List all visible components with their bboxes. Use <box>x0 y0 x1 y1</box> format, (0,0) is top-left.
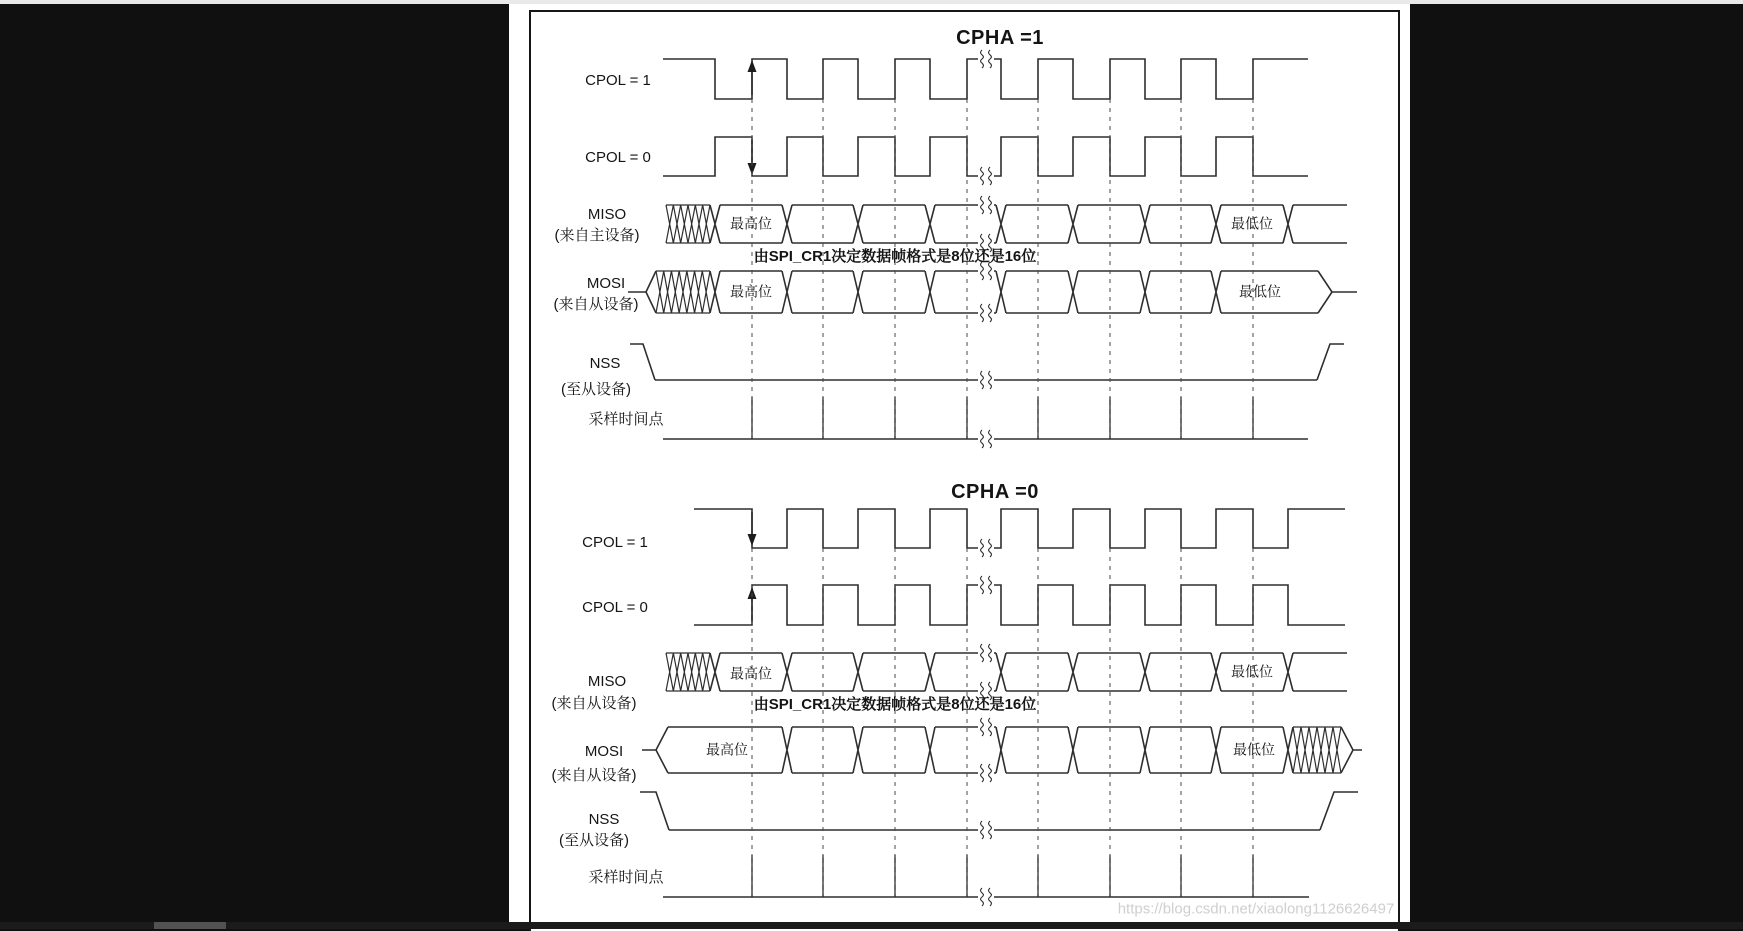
bottom-miso-sub-label: (来自从设备) <box>551 694 637 712</box>
bottom-mosi-lsb-cell-label: 最低位 <box>1233 741 1275 758</box>
top-cpol1-label: CPOL = 1 <box>585 71 651 89</box>
horizontal-scrollbar[interactable] <box>0 922 1743 929</box>
top-mosi-lsb-cell-label: 最低位 <box>1239 283 1281 300</box>
figure-frame <box>529 10 1400 931</box>
bottom-mosi-sub-label: (来自从设备) <box>551 766 637 784</box>
top-sample-points-label: 采样时间点 <box>588 410 664 428</box>
bottom-frame-format-annotation: 由SPI_CR1决定数据帧格式是8位还是16位 <box>753 695 1037 713</box>
bottom-miso-lsb-cell-label: 最低位 <box>1231 663 1273 680</box>
top-mosi-sub-label: (来自从设备) <box>553 295 639 313</box>
top-miso-label: MISO <box>587 205 627 223</box>
bottom-mosi-msb-cell-label: 最高位 <box>706 741 748 758</box>
top-mosi-msb-cell-label: 最高位 <box>730 283 772 300</box>
cpha0-title: CPHA =0 <box>951 481 1039 503</box>
top-mosi-label: MOSI <box>586 274 626 292</box>
top-miso-msb-cell-label: 最高位 <box>730 215 772 232</box>
csdn-watermark: https://blog.csdn.net/xiaolong1126626497 <box>1117 900 1395 918</box>
bottom-mosi-label: MOSI <box>584 742 624 760</box>
top-miso-lsb-cell-label: 最低位 <box>1231 215 1273 232</box>
cpha1-title: CPHA =1 <box>956 27 1044 49</box>
bottom-nss-label: NSS <box>588 810 620 828</box>
top-miso-sub-label: (来自主设备) <box>554 226 640 244</box>
bottom-miso-msb-cell-label: 最高位 <box>730 665 772 682</box>
horizontal-scrollbar-thumb[interactable] <box>154 922 226 929</box>
bottom-cpol1-label: CPOL = 1 <box>582 533 648 551</box>
top-nss-sub-label: (至从设备) <box>561 380 631 398</box>
top-cpol0-label: CPOL = 0 <box>585 148 651 166</box>
bottom-nss-sub-label: (至从设备) <box>559 831 629 849</box>
top-nss-label: NSS <box>589 354 621 372</box>
bottom-cpol0-label: CPOL = 0 <box>582 598 648 616</box>
bottom-miso-label: MISO <box>587 672 627 690</box>
bottom-sample-points-label: 采样时间点 <box>588 868 664 886</box>
top-frame-format-annotation: 由SPI_CR1决定数据帧格式是8位还是16位 <box>753 247 1037 265</box>
